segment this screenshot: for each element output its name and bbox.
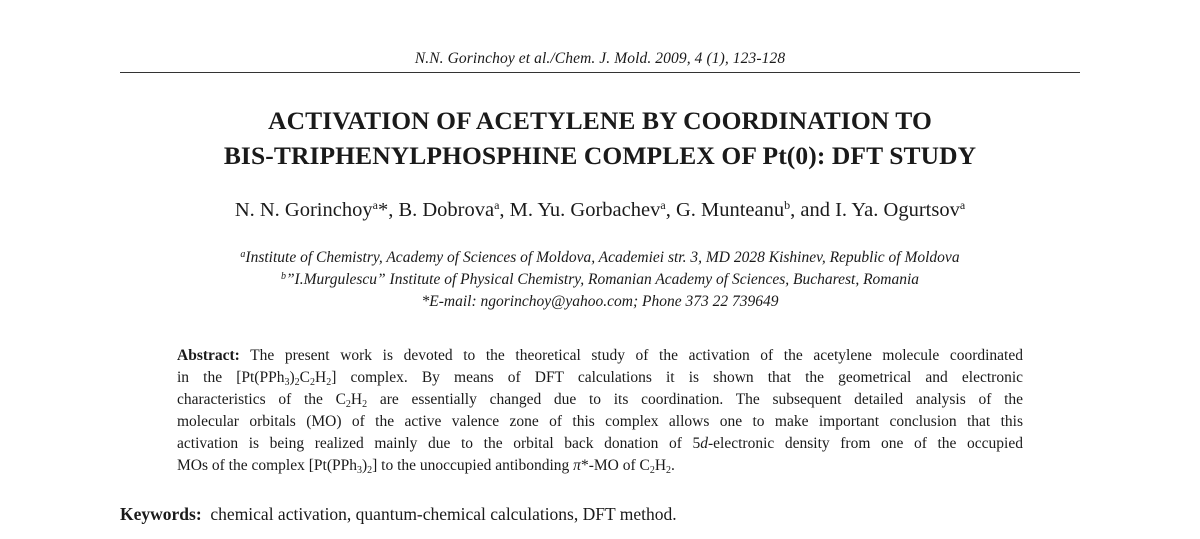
title-line-2: BIS-TRIPHENYLPHOSPHINE COMPLEX OF Pt(0): DFT STUDY xyxy=(223,141,977,170)
author: G. Munteanu$^b$ xyxy=(675,198,791,221)
author-separator: , xyxy=(665,199,676,221)
author: N. N. Gorinchoy$^a$* xyxy=(234,198,389,221)
author-separator: , xyxy=(499,199,510,221)
abstract-line: Abstract: The present work is devoted to the theoretical study of the activation of the acetylene molecule coordinated xyxy=(177,347,1023,364)
author-list xyxy=(0,197,1200,223)
abstract-line: in the $[Pt(PPh_3)_2C_2H_2]$ complex. By means of DFT calculations it is shown that the geometrical and electronic xyxy=(177,369,1024,388)
author-separator: , xyxy=(388,199,399,221)
abstract-line: MOs of the complex $[Pt(PPh_3)_2]$ to the unoccupied antibonding π*-MO of $C_2H_2$. xyxy=(177,457,675,476)
affiliation-a: $^a$Institute of Chemistry, Academy of Sciences of Moldova, Academiei str. 3, MD 2028 Kishinev, Republic of Moldova xyxy=(240,249,960,266)
contact-line: *E-mail: ngorinchoy@yahoo.com; Phone 373 22 739649 xyxy=(421,293,779,310)
author: M. Yu. Gorbachev$^a$ xyxy=(509,198,666,221)
keywords-text: chemical activation, quantum-chemical calculations, DFT method. xyxy=(210,504,677,524)
abstract-line: activation is being realized mainly due to the orbital back donation of 5d-electronic density from one of the occupied xyxy=(177,435,1023,452)
affiliation-b: $^b$”I.Murgulescu” Institute of Physical Chemistry, Romanian Academy of Sciences, Bucharest, Romania xyxy=(280,271,920,288)
keywords xyxy=(120,502,1080,526)
abstract-line: characteristics of the $C_2H_2$ are essentially changed due to its coordination. The subsequent detailed analysis of the xyxy=(177,391,1023,410)
paper-title xyxy=(0,103,1200,173)
title-line-1: ACTIVATION OF ACETYLENE BY COORDINATION TO xyxy=(268,106,932,135)
author: I. Ya. Ogurtsov$^a$ xyxy=(835,198,966,221)
keywords-label: Keywords: xyxy=(120,504,202,524)
author-separator: , and xyxy=(790,199,836,221)
running-header: N.N. Gorinchoy et al./Chem. J. Mold. 2009, 4 (1), 123-128 xyxy=(414,50,786,67)
abstract-line: molecular orbitals (MO) of the active valence zone of this complex allows one to make important conclusion that this xyxy=(177,413,1023,430)
author: B. Dobrova$^a$ xyxy=(398,198,500,221)
abstract xyxy=(177,345,1023,477)
affiliations xyxy=(0,247,1200,313)
abstract-label: Abstract: xyxy=(177,347,240,364)
header-rule xyxy=(120,72,1080,73)
